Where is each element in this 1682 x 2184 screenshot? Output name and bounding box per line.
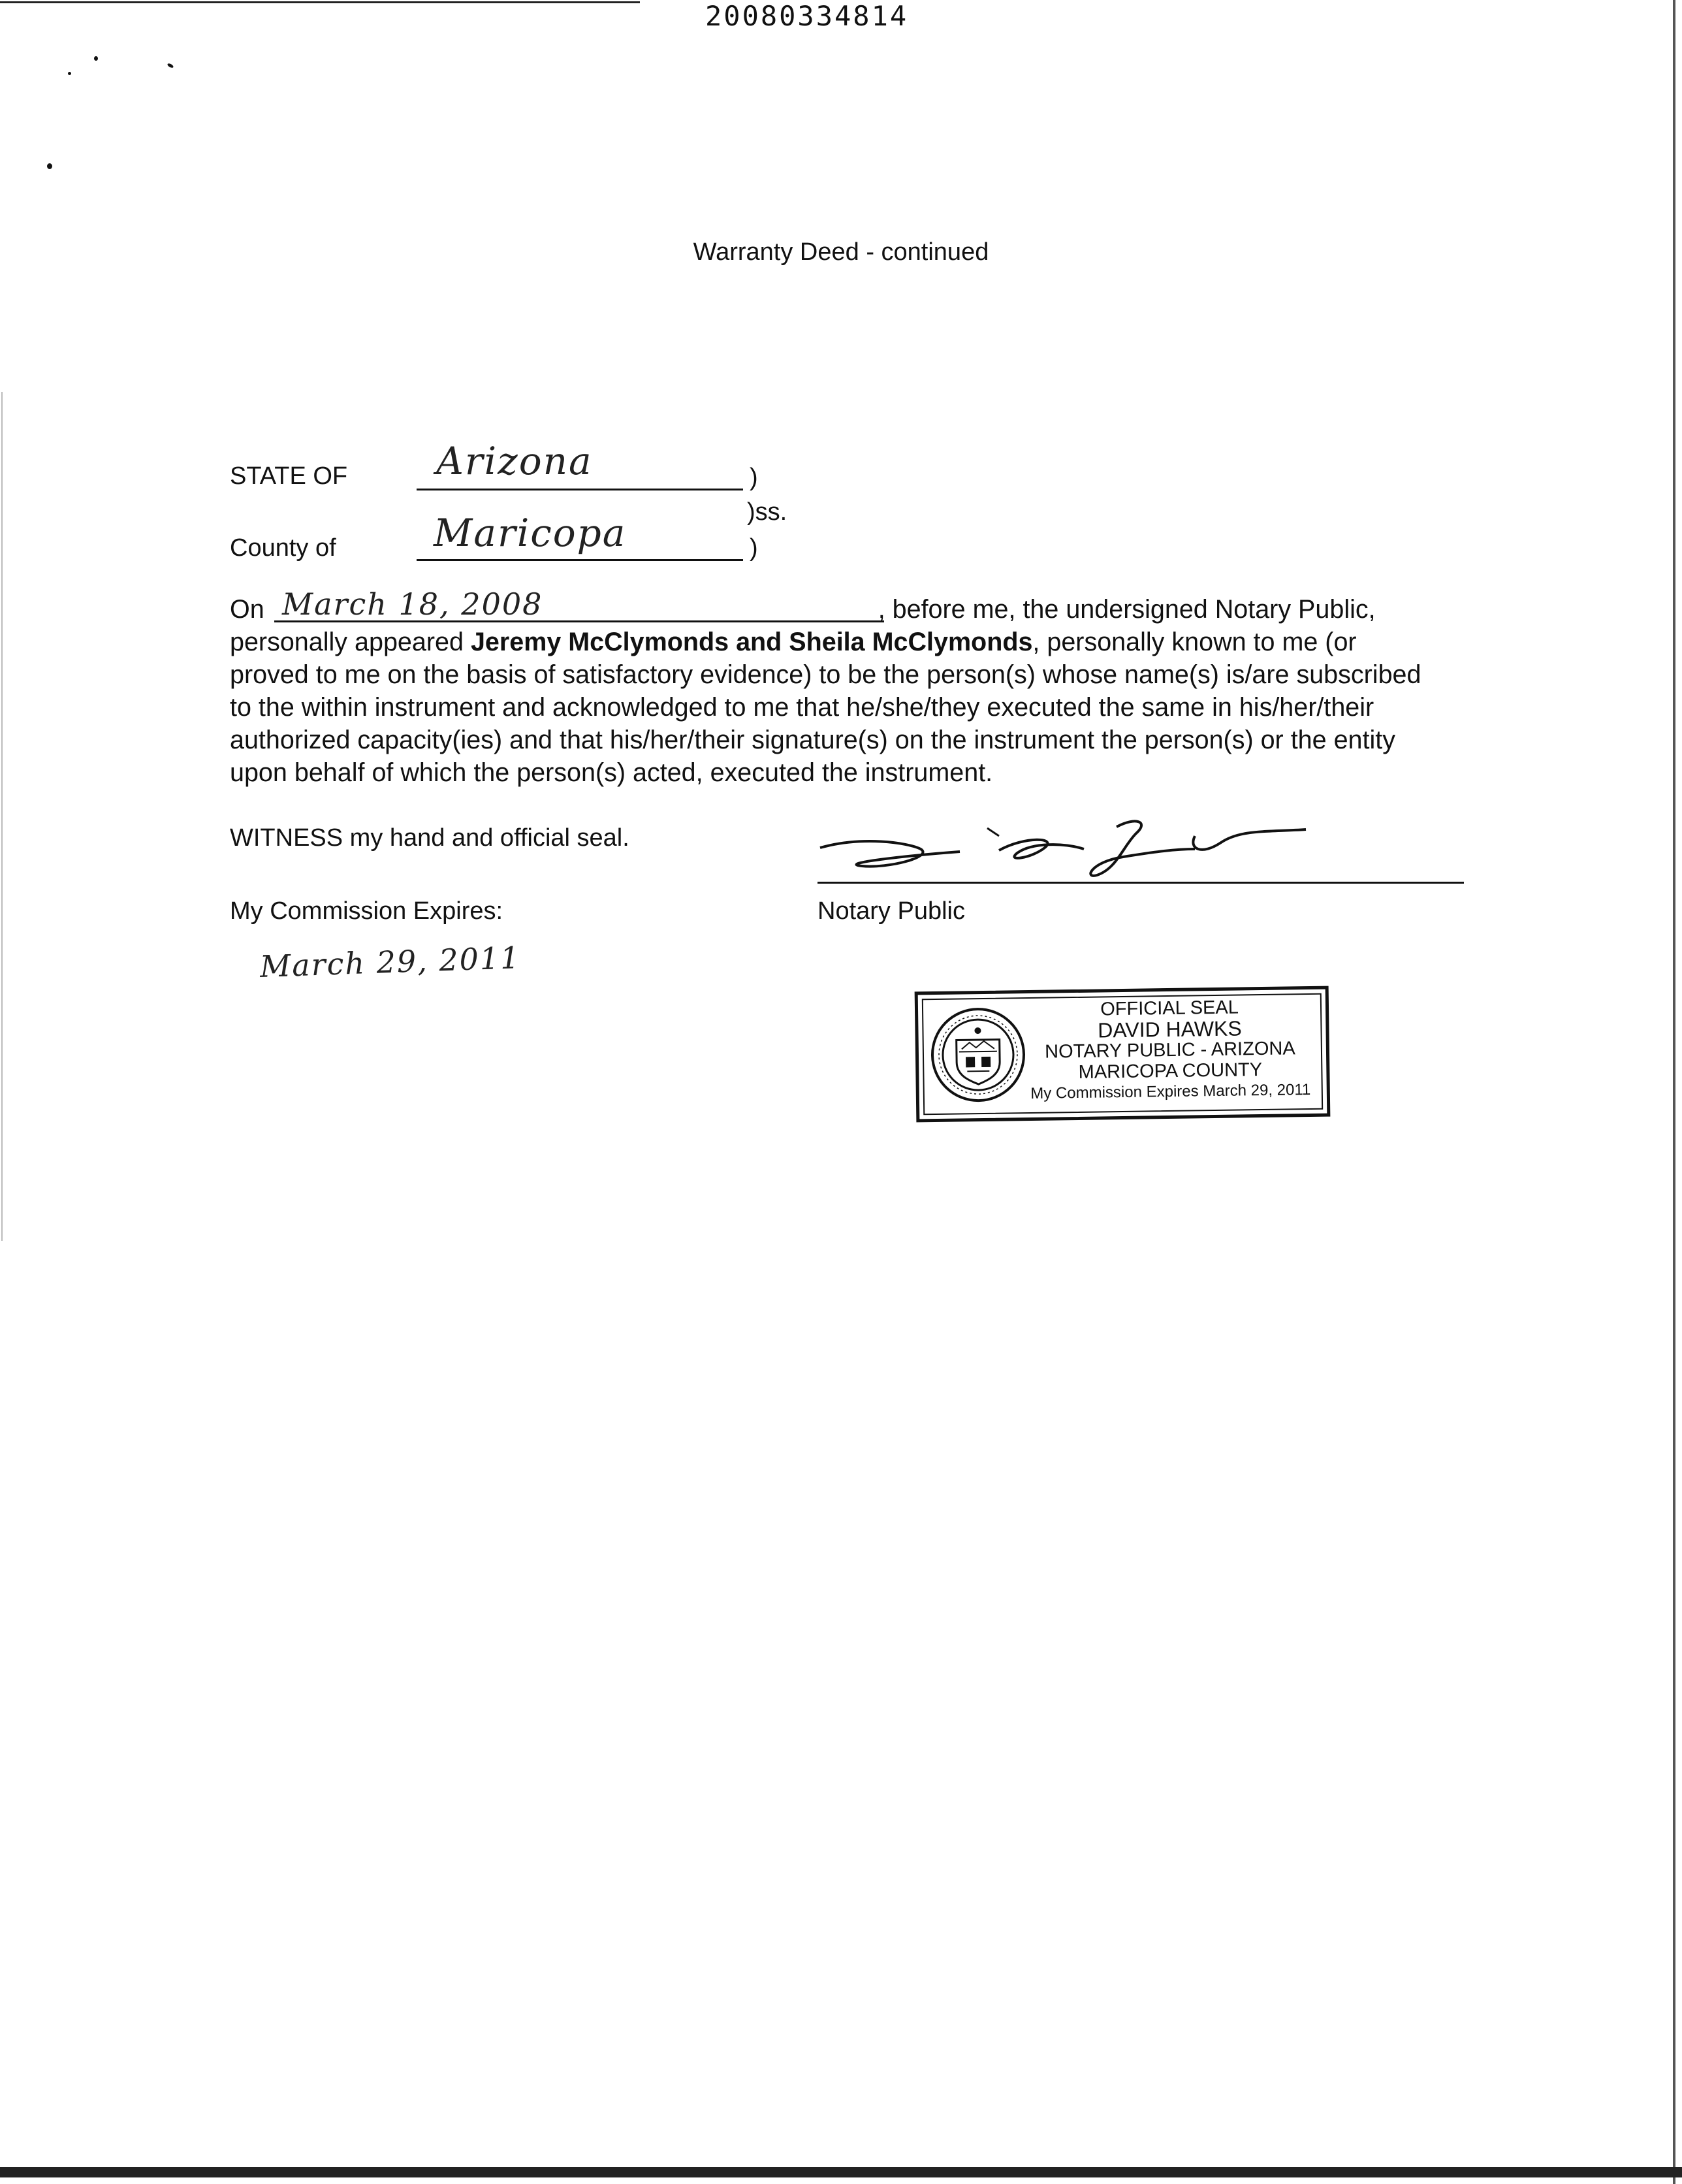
county-value-handwritten: Maricopa	[434, 511, 627, 555]
ack-line-3: proved to me on the basis of satisfactory evidence) to be the person(s) whose name(s) is/are subscribed	[230, 660, 1421, 689]
witness-text: WITNESS my hand and official seal.	[230, 824, 629, 852]
county-line	[417, 559, 743, 561]
seal-line-1: OFFICIAL SEAL	[1100, 997, 1239, 1020]
county-label: County of	[230, 534, 336, 562]
top-rule	[0, 1, 640, 3]
state-line	[417, 489, 743, 490]
ack-line-4: to the within instrument and acknowledged to me that he/she/they executed the same in his/her/their	[230, 693, 1374, 722]
commission-date-handwritten: March 29, 2011	[259, 940, 522, 984]
appeared-prefix: personally appeared	[230, 628, 471, 656]
on-label: On	[230, 595, 264, 624]
line2-rest: , personally known to me (or	[1032, 628, 1357, 656]
seal-line-3: NOTARY PUBLIC - ARIZONA	[1044, 1038, 1295, 1063]
after-date-text: , before me, the undersigned Notary Public,	[878, 595, 1376, 624]
scan-edge-left	[1, 392, 3, 1241]
commission-label: My Commission Expires:	[230, 897, 503, 925]
persons-names: Jeremy McClymonds and Sheila McClymonds	[470, 628, 1033, 656]
ss-mark: )ss.	[747, 498, 787, 526]
date-value-handwritten: March 18, 2008	[282, 586, 543, 622]
state-seal-emblem-icon	[928, 1005, 1028, 1104]
ack-line-2	[230, 626, 1470, 658]
page-title: Warranty Deed - continued	[693, 238, 989, 266]
scan-edge-right	[1673, 0, 1675, 2184]
scan-edge-bottom	[0, 2167, 1682, 2177]
ack-line-6: upon behalf of which the person(s) acted, executed the instrument.	[230, 758, 993, 787]
ack-line-1	[230, 593, 1470, 626]
notary-signature-line	[817, 882, 1464, 884]
scan-speck	[94, 56, 98, 61]
seal-line-2: DAVID HAWKS	[1098, 1016, 1242, 1042]
paren-close: )	[750, 534, 758, 562]
acknowledgment-paragraph	[230, 593, 1470, 789]
ack-line-5: authorized capacity(ies) and that his/her/their signature(s) on the instrument the person(s) or the entity	[230, 726, 1395, 754]
state-label: STATE OF	[230, 462, 348, 490]
seal-text-block	[1029, 996, 1311, 1104]
notary-label: Notary Public	[817, 897, 965, 925]
official-seal-stamp	[915, 986, 1331, 1123]
seal-line-4: MARICOPA COUNTY	[1078, 1059, 1263, 1083]
document-number: 20080334814	[705, 0, 909, 32]
state-value-handwritten: Arizona	[436, 439, 593, 483]
paren-open: )	[750, 464, 758, 491]
scan-speck	[68, 72, 71, 75]
scan-speck	[47, 163, 52, 169]
seal-line-5: My Commission Expires March 29, 2011	[1030, 1080, 1311, 1102]
scan-speck	[167, 63, 174, 69]
